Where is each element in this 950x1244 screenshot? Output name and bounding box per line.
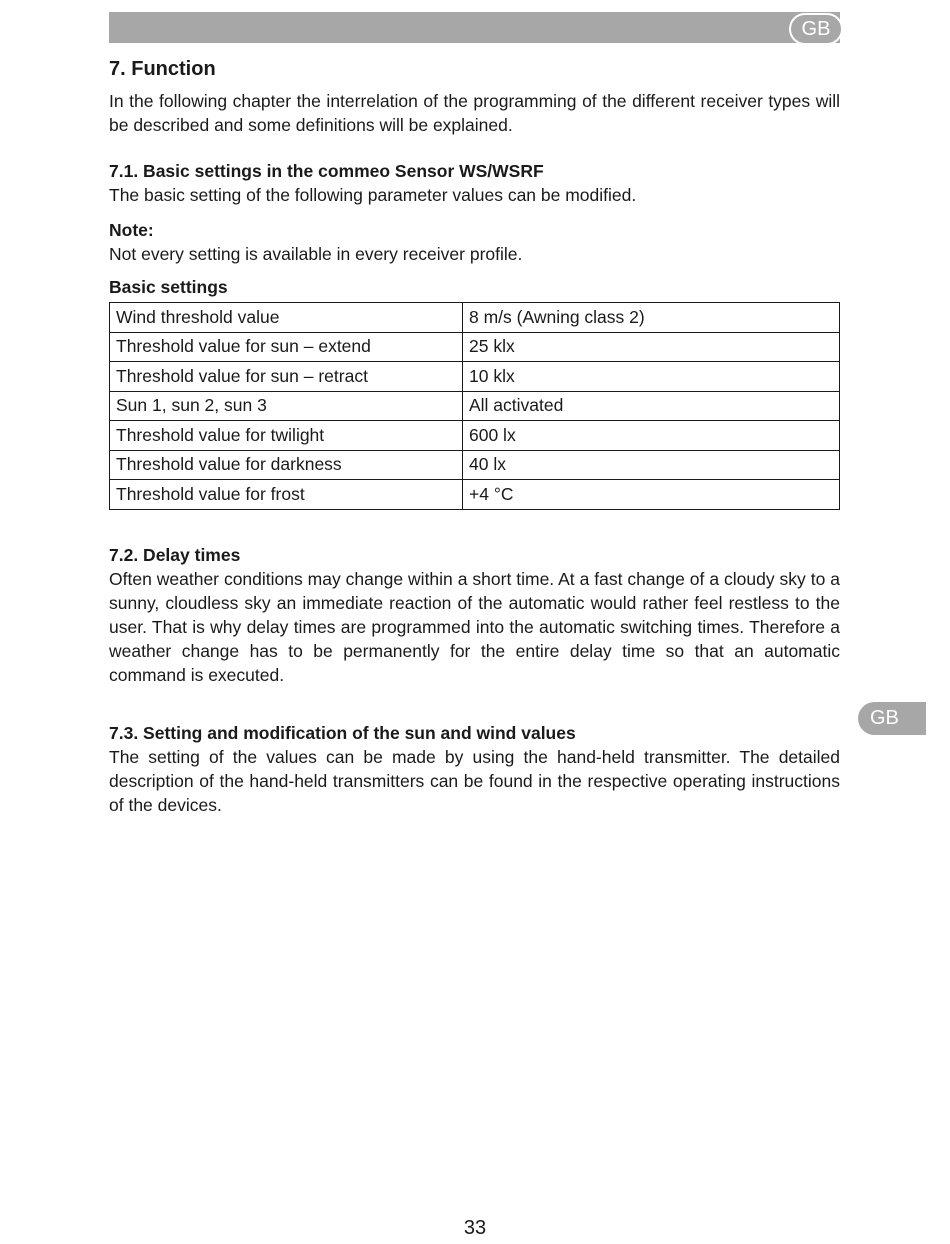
section-7-2-title: 7.2. Delay times bbox=[109, 544, 241, 565]
section-7-1-text: The basic setting of the following parameter values can be modified. bbox=[109, 185, 637, 205]
language-badge: GB bbox=[789, 13, 843, 45]
setting-label: Threshold value for frost bbox=[110, 480, 463, 510]
basic-settings-table bbox=[109, 302, 840, 510]
table-row bbox=[110, 332, 840, 362]
note-text: Not every setting is available in every receiver profile. bbox=[109, 244, 523, 264]
basic-settings-title: Basic settings bbox=[109, 277, 228, 297]
setting-value: 600 lx bbox=[463, 421, 840, 451]
setting-label: Threshold value for darkness bbox=[110, 450, 463, 480]
section-7-3-text: The setting of the values can be made by using the hand-held transmitter. The detailed description of the hand-held transmitters can be found in the respective operating instructions of the devices. bbox=[109, 746, 840, 815]
setting-value: +4 °C bbox=[463, 480, 840, 510]
setting-value: All activated bbox=[463, 391, 840, 421]
setting-label: Threshold value for sun – retract bbox=[110, 362, 463, 392]
setting-value: 10 klx bbox=[463, 362, 840, 392]
section-7-3-title: 7.3. Setting and modification of the sun and wind values bbox=[109, 722, 576, 743]
language-side-tab: GB bbox=[858, 702, 926, 735]
setting-value: 40 lx bbox=[463, 450, 840, 480]
setting-value: 25 klx bbox=[463, 332, 840, 362]
header-bar bbox=[109, 12, 840, 43]
section-7-intro: In the following chapter the interrelation of the programming of the different receiver types will be described and some definitions will be explained. bbox=[109, 91, 840, 135]
setting-value: 8 m/s (Awning class 2) bbox=[463, 303, 840, 333]
section-7-1-title: 7.1. Basic settings in the commeo Sensor WS/WSRF bbox=[109, 161, 544, 181]
page-number: 33 bbox=[463, 1217, 487, 1239]
setting-label: Threshold value for sun – extend bbox=[110, 332, 463, 362]
table-row bbox=[110, 303, 840, 333]
setting-label: Threshold value for twilight bbox=[110, 421, 463, 451]
note-label: Note: bbox=[109, 220, 154, 240]
page-content bbox=[109, 56, 840, 817]
section-7-title: 7. Function bbox=[109, 58, 216, 80]
table-row bbox=[110, 362, 840, 392]
setting-label: Sun 1, sun 2, sun 3 bbox=[110, 391, 463, 421]
section-7-2-text: Often weather conditions may change within a short time. At a fast change of a cloudy sky to a sunny, cloudless sky an immediate reaction of the automatic would rather feel restless to the user. That is why delay times are programmed into the automatic switching times. Therefore a weather change has to be permanently for the entire delay time so that an automatic command is executed. bbox=[109, 568, 840, 685]
table-row bbox=[110, 480, 840, 510]
setting-label: Wind threshold value bbox=[110, 303, 463, 333]
table-row bbox=[110, 450, 840, 480]
table-row bbox=[110, 391, 840, 421]
table-row bbox=[110, 421, 840, 451]
